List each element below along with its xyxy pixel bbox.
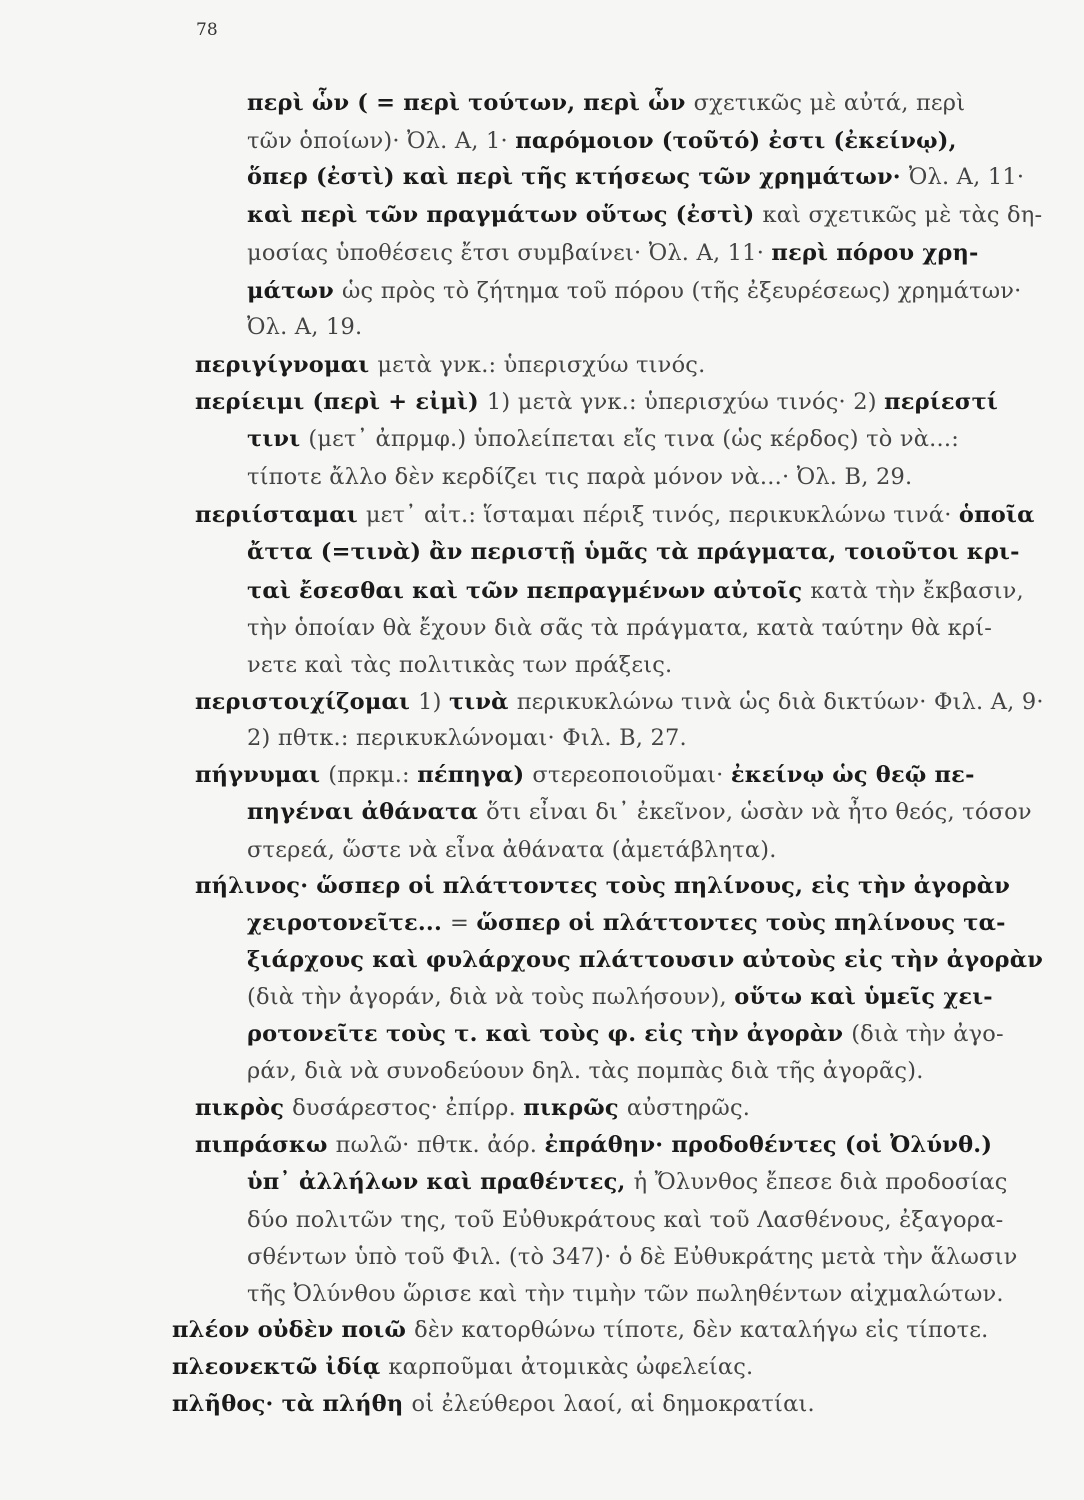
headword-text: ὥσπερ οἱ πλάττοντες τοὺς πηλίνους τα- (476, 910, 1006, 936)
headword-text: περὶ πόρου χρη- (771, 240, 979, 266)
text-line (247, 312, 362, 342)
gloss-text: πωλῶ· πθτκ. ἀόρ. (335, 1132, 545, 1158)
gloss-text: δὲν κατορθώνω τίποτε, δὲν καταλήγω εἰς τίποτε. (414, 1317, 989, 1343)
text-line (195, 1130, 992, 1160)
gloss-text: (πρκμ.: (328, 762, 418, 788)
headword-text: οὕτω καὶ ὑμεῖς χει- (734, 984, 993, 1010)
gloss-text: τὴν ὁποίαν θὰ ἔχουν διὰ σᾶς τὰ πράγματα, κατὰ ταύτην θὰ κρί- (247, 615, 993, 641)
gloss-text: τῆς Ὀλύνθου ὥρισε καὶ τὴν τιμὴν τῶν πωληθέντων αἰχμαλώτων. (247, 1281, 1004, 1307)
gloss-text: στερεοποιοῦμαι· (532, 762, 731, 788)
text-line (247, 576, 1024, 606)
headword-text: παρόμοιον (τοῦτό) ἐστι (ἐκείνῳ), (515, 128, 957, 154)
headword-text: περιγίγνομαι (195, 352, 378, 378)
text-line (247, 1167, 1008, 1197)
text-line (247, 537, 1020, 567)
gloss-text: 2) πθτκ.: περικυκλώνομαι· Φιλ. Β, 27. (247, 725, 687, 751)
text-line (247, 424, 959, 454)
text-line (247, 650, 672, 680)
headword-text: περιστοιχίζομαι (195, 689, 419, 715)
gloss-text: ὅτι εἶναι δι᾽ ἐκεῖνον, ὡσὰν νὰ ἦτο θεός, τόσον (486, 799, 1032, 825)
text-line (247, 1019, 1004, 1049)
gloss-text: κατὰ τὴν ἔκβασιν, (810, 578, 1024, 604)
text-line (172, 1352, 753, 1382)
text-line (172, 1315, 989, 1345)
text-line (247, 797, 1032, 827)
gloss-text: μετ᾽ αἰτ.: ἵσταμαι πέριξ τινός, περικυκλώνω τινά· (365, 502, 959, 528)
headword-text: περιίσταμαι (195, 502, 366, 528)
text-line (247, 162, 1024, 192)
text-line (247, 462, 912, 492)
text-line (195, 871, 1010, 901)
headword-text: ὑπ᾽ ἀλλήλων καὶ πραθέντες, (247, 1169, 634, 1195)
headword-text: πιπράσκω (195, 1132, 336, 1158)
gloss-text: (μετ᾽ ἀπρμφ.) ὑπολείπεται εἴς τινα (ὡς κέρδος) τὸ νὰ...: (308, 426, 959, 452)
text-line (247, 835, 777, 865)
text-line (247, 88, 965, 118)
text-line (247, 1279, 1004, 1309)
headword-text: πηγέναι ἀθάνατα (247, 799, 487, 825)
gloss-text: Ὀλ. Α, 11· (908, 164, 1025, 190)
headword-text: ροτονεῖτε τοὺς τ. καὶ τοὺς φ. εἰς τὴν ἀγορὰν (247, 1021, 852, 1047)
text-line (247, 908, 1006, 938)
headword-text: μάτων (247, 278, 342, 304)
gloss-text: τίποτε ἄλλο δὲν κερδίζει τις παρὰ μόνον νὰ...· Ὀλ. Β, 29. (247, 464, 913, 490)
gloss-text: ἡ Ὄλυνθος ἔπεσε διὰ προδοσίας (633, 1169, 1008, 1195)
text-line (195, 350, 705, 380)
headword-text: περὶ ὧν ( = περὶ τούτων, περὶ ὧν (247, 90, 694, 116)
text-line (247, 613, 992, 643)
gloss-text: δύο πολιτῶν της, τοῦ Εὐθυκράτους καὶ τοῦ Λασθένους, ἐξαγορα- (247, 1207, 1004, 1233)
gloss-text: αὐστηρῶς. (626, 1095, 751, 1121)
text-line (247, 238, 979, 268)
headword-text: ἐπράθην· προδοθέντες (οἱ Ὀλύνθ.) (544, 1132, 993, 1158)
headword-text: πικρῶς (523, 1095, 627, 1121)
gloss-text: σθέντων ὑπὸ τοῦ Φιλ. (τὸ 347)· ὁ δὲ Εὐθυκράτης μετὰ τὴν ἅλωσιν (247, 1244, 1018, 1270)
gloss-text: ράν, διὰ νὰ συνοδεύουν δηλ. τὰς πομπὰς διὰ τῆς ἀγορᾶς). (247, 1058, 924, 1084)
text-line (172, 1389, 815, 1419)
gloss-text: Ὀλ. Α, 19. (247, 314, 363, 340)
text-line (247, 723, 687, 753)
text-line (247, 982, 993, 1012)
gloss-text: τῶν ὁποίων)· Ὀλ. Α, 1· (247, 128, 516, 154)
gloss-text: (διὰ τὴν ἀγο- (851, 1021, 1004, 1047)
text-line (247, 1056, 924, 1086)
gloss-text: σχετικῶς μὲ αὐτά, περὶ (693, 90, 966, 116)
headword-text: πλῆθος· τὰ πλήθη (172, 1391, 412, 1417)
text-line (247, 945, 1043, 975)
gloss-text: οἱ ἐλεύθεροι λαοί, αἱ δημοκρατίαι. (411, 1391, 815, 1417)
text-line (195, 1093, 750, 1123)
headword-text: ὁποῖα (958, 502, 1035, 528)
gloss-text: περικυκλώνω τινὰ ὡς διὰ δικτύων· Φιλ. Α, 9· (516, 689, 1044, 715)
gloss-text: στερεά, ὥστε νὰ εἶνα ἀθάνατα (ἀμετάβλητα). (247, 837, 777, 863)
gloss-text: καὶ σχετικῶς μὲ τὰς δη- (762, 202, 1043, 228)
headword-text: περίειμι (περὶ + εἰμὶ) (195, 389, 487, 415)
text-line (195, 687, 1044, 717)
gloss-text: μοσίας ὑποθέσεις ἔτσι συμβαίνει· Ὀλ. Α, 11· (247, 240, 772, 266)
gloss-text: 1) (418, 689, 449, 715)
headword-text: πέπηγα) (417, 762, 533, 788)
headword-text: τινὰ (448, 689, 517, 715)
headword-text: τινι (247, 426, 309, 452)
headword-text: ξιάρχους καὶ φυλάρχους πλάττουσιν αὐτοὺς εἰς τὴν ἀγορὰν (247, 947, 1044, 973)
headword-text: ὅπερ (ἐστὶ) καὶ περὶ τῆς κτήσεως τῶν χρημάτων· (247, 164, 909, 190)
gloss-text: 1) μετὰ γνκ.: ὑπερισχύω τινός· 2) (486, 389, 885, 415)
text-line (195, 500, 1035, 530)
text-line (247, 200, 1042, 230)
text-line (247, 276, 1022, 306)
text-line (195, 760, 975, 790)
headword-text: πήγνυμαι (195, 762, 329, 788)
gloss-text: καρποῦμαι ἀτομικὰς ὠφελείας. (388, 1354, 754, 1380)
text-line (247, 126, 957, 156)
headword-text: χειροτονεῖτε... (247, 910, 451, 936)
gloss-text: νετε καὶ τὰς πολιτικὰς των πράξεις. (247, 652, 673, 678)
gloss-text: (διὰ τὴν ἀγοράν, διὰ νὰ τοὺς πωλήσουν), (247, 984, 735, 1010)
text-line (247, 1242, 1018, 1272)
headword-text: ἐκείνῳ ὡς θεῷ πε- (730, 762, 975, 788)
text-line (195, 387, 998, 417)
text-line (247, 1205, 1003, 1235)
gloss-text: = (450, 910, 477, 936)
gloss-text: ὡς πρὸς τὸ ζήτημα τοῦ πόρου (τῆς ἐξευρέσεως) χρημάτων· (342, 278, 1022, 304)
headword-text: περίεστί (884, 389, 999, 415)
headword-text: ἄττα (=τινὰ) ἂν περιστῇ ὑμᾶς τὰ πράγματα, τοιοῦτοι κρι- (247, 539, 1020, 565)
page-number: 78 (196, 20, 218, 40)
headword-text: καὶ περὶ τῶν πραγμάτων οὕτως (ἐστὶ) (247, 202, 763, 228)
headword-text: πλεονεκτῶ ἰδίᾳ (172, 1354, 389, 1380)
headword-text: ταὶ ἔσεσθαι καὶ τῶν πεπραγμένων αὐτοῖς (247, 578, 811, 604)
headword-text: πήλινος· ὥσπερ οἱ πλάττοντες τοὺς πηλίνους, εἰς τὴν ἀγορὰν (195, 873, 1011, 899)
headword-text: πικρὸς (195, 1095, 293, 1121)
gloss-text: δυσάρεστος· ἐπίρρ. (292, 1095, 524, 1121)
headword-text: πλέον οὐδὲν ποιῶ (172, 1317, 415, 1343)
gloss-text: μετὰ γνκ.: ὑπερισχύω τινός. (377, 352, 706, 378)
